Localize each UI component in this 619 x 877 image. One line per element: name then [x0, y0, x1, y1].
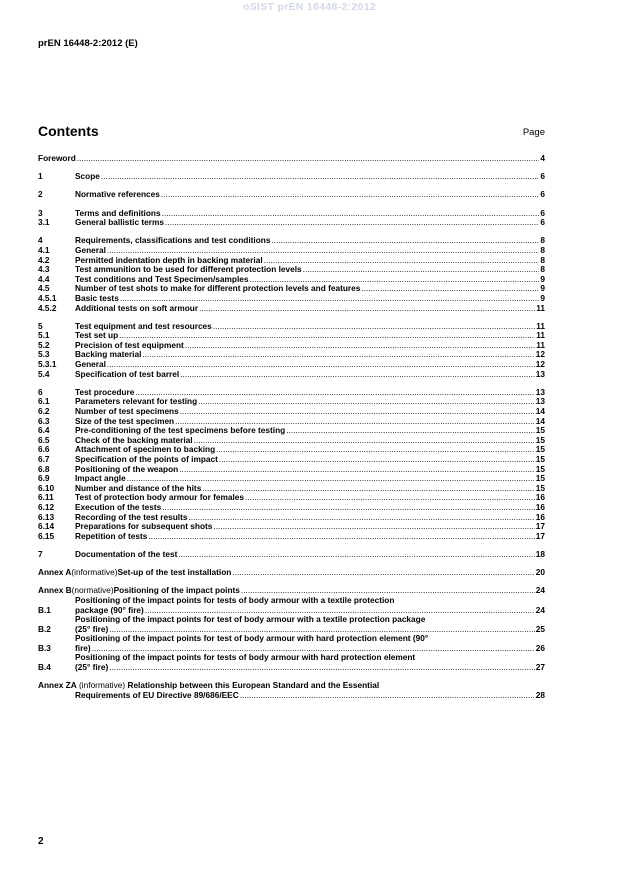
toc-entry-page: 9 — [540, 273, 545, 284]
toc-entry[interactable] — [38, 172, 545, 182]
toc-entry[interactable] — [38, 615, 545, 634]
toc-entry-number: B.4 — [38, 662, 51, 673]
toc-entry-page: 15 — [535, 434, 545, 445]
toc-entry-page: 15 — [535, 444, 545, 455]
toc-entry-title-line: Relationship between this European Standard and the Essential — [127, 680, 380, 691]
watermark: oSIST prEN 16448-2:2012 — [243, 1, 376, 13]
dot-leader — [216, 445, 535, 455]
toc-entry-page: 17 — [535, 530, 545, 541]
toc-entry[interactable] — [38, 304, 545, 314]
dot-leader — [180, 407, 535, 417]
toc-entry-title: Permitted indentation depth in backing material — [75, 254, 263, 265]
toc-entry-number: 4.5.1 — [38, 292, 57, 303]
toc-entry-title: Normative references — [75, 189, 160, 200]
dot-leader — [240, 691, 535, 701]
toc-entry-number: 5.1 — [38, 330, 50, 341]
toc-entry-title: Positioning of the weapon — [75, 463, 179, 474]
toc-entry-number: 6.2 — [38, 406, 50, 417]
toc-entry-page: 28 — [535, 689, 545, 700]
toc-entry-page: 15 — [535, 463, 545, 474]
dot-leader — [77, 154, 540, 164]
toc-entry-page: 8 — [540, 254, 545, 265]
dot-leader — [148, 532, 534, 542]
toc-entry-number: B.3 — [38, 642, 51, 653]
toc-entry-title-line: Positioning of the impact points for tests of body armour with hard protection element — [75, 652, 416, 663]
toc-entry-title: (25° fire) — [75, 662, 109, 673]
toc-entry-number: 6.15 — [38, 530, 55, 541]
toc-entry[interactable] — [38, 681, 545, 700]
toc-entry-title: Foreword — [38, 153, 76, 163]
toc-entry-page: 18 — [535, 548, 545, 559]
toc-entry-title: Scope — [75, 171, 100, 182]
toc-entry-title: General ballistic terms — [75, 217, 165, 228]
dot-leader — [202, 484, 534, 494]
toc-entry-number: 6.13 — [38, 511, 55, 522]
toc-entry-number: 7 — [38, 548, 43, 559]
dot-leader — [142, 350, 534, 360]
toc-entry-title: Pre-conditioning of the test specimens before testing — [75, 425, 286, 436]
toc-entry-page: 9 — [540, 283, 545, 294]
toc-entry-title: Impact angle — [75, 473, 126, 484]
toc-entry-number: 6.4 — [38, 425, 50, 436]
toc-entry-number: 6.11 — [38, 492, 54, 503]
toc-entry-number: 6.14 — [38, 521, 55, 532]
toc-entry-title: Terms and definitions — [75, 207, 161, 218]
toc-entry-title: Number of test shots to make for different protection levels and features — [75, 283, 361, 294]
toc-entry-title: Check of the backing material — [75, 434, 193, 445]
toc-entry-title: Test conditions and Test Specimen/samples — [75, 273, 249, 284]
toc-entry-title: Parameters relevant for testing — [75, 396, 198, 407]
toc-entry-title: Number of test specimens — [75, 406, 179, 417]
toc-entry-page: 15 — [535, 454, 545, 464]
dot-leader — [232, 568, 534, 578]
toc-entry-number: 6.6 — [38, 444, 50, 455]
toc-entry-page: 11 — [536, 339, 545, 350]
toc-entry-number: B.1 — [38, 604, 51, 615]
toc-entry[interactable] — [38, 236, 545, 246]
toc-entry-title: Attachment of specimen to backing — [75, 444, 216, 455]
toc-entry-number: 4.2 — [38, 254, 50, 265]
toc-entry-page: 6 — [540, 171, 545, 182]
annex-type: (informative) — [76, 680, 128, 691]
toc-entry-page: 20 — [535, 567, 545, 578]
toc-entry-page: 8 — [540, 244, 545, 255]
dot-leader — [245, 493, 535, 503]
dot-leader — [199, 304, 535, 314]
dot-leader — [165, 218, 539, 228]
toc-entry[interactable] — [38, 532, 545, 542]
toc-entry-title: Execution of the tests — [75, 501, 162, 512]
toc-entry-title: Test of protection body armour for females — [75, 492, 245, 503]
toc-entry-page: 16 — [535, 492, 545, 503]
toc-entry-title: package (90° fire) — [75, 604, 144, 615]
dot-leader — [162, 503, 535, 513]
dot-leader — [264, 256, 540, 266]
dot-leader — [162, 209, 540, 219]
toc-entry-title: Test equipment and test resources — [75, 320, 212, 331]
page-column-label: Page — [522, 127, 545, 138]
dot-leader — [194, 436, 535, 446]
toc-entry-title: Precision of test equipment — [75, 339, 184, 350]
toc-entry-number: 6.1 — [38, 396, 50, 407]
dot-leader — [180, 370, 535, 380]
toc-entry-page: 15 — [535, 473, 545, 484]
annex-label: Annex A — [38, 567, 72, 578]
toc-entry[interactable] — [38, 596, 545, 615]
toc-entry[interactable] — [38, 550, 545, 560]
toc-entry-page: 13 — [535, 396, 545, 407]
toc-entry-title: Test procedure — [75, 386, 135, 397]
toc-entry-page: 11 — [536, 302, 545, 313]
toc-entry-page: 6 — [540, 189, 545, 200]
toc-entry-page: 24 — [535, 585, 545, 596]
toc-entry[interactable] — [38, 190, 545, 200]
toc-entry-number: 4.1 — [38, 244, 50, 255]
toc-entry-number: 6 — [38, 386, 43, 397]
toc-entry-number: 5.3.1 — [38, 359, 57, 370]
toc-entry-number: 4.4 — [38, 273, 50, 284]
toc-entry-page: 15 — [535, 482, 545, 493]
dot-leader — [178, 550, 534, 560]
toc-entry-title: Size of the test specimen — [75, 415, 175, 426]
toc-entry-title: Set-up of the test installation — [117, 567, 232, 578]
toc-entry-number: 4.5.2 — [38, 302, 57, 313]
toc-entry-title-line: Positioning of the impact points for tests of body armour with a textile protection — [75, 594, 395, 605]
toc-entry-number: 2 — [38, 189, 43, 200]
toc-entry-number: 4.3 — [38, 264, 50, 275]
dot-leader — [198, 397, 535, 407]
toc-entry-title: Requirements, classifications and test conditions — [75, 235, 271, 246]
annex-type: (normative) — [71, 585, 114, 596]
toc-entry-page: 12 — [535, 349, 545, 360]
toc-entry-title: Test ammunition to be used for different protection levels — [75, 264, 302, 275]
dot-leader — [286, 426, 535, 436]
toc-entry-title: Requirements of EU Directive 89/686/EEC — [75, 689, 239, 700]
dot-leader — [213, 522, 534, 532]
contents-title: Contents — [38, 123, 99, 139]
dot-leader — [161, 190, 540, 200]
toc-entry-title: Preparations for subsequent shots — [75, 521, 213, 532]
toc-entry-number: 5.4 — [38, 368, 50, 379]
dot-leader — [213, 322, 535, 332]
toc-entry-number: 3 — [38, 207, 43, 218]
toc-entry[interactable] — [38, 568, 545, 578]
document-id: prEN 16448-2:2012 (E) — [38, 38, 138, 49]
toc-entry[interactable] — [38, 370, 545, 380]
table-of-contents — [38, 154, 545, 700]
toc-entry-page: 26 — [535, 642, 545, 653]
toc-entry-number: 6.12 — [38, 501, 55, 512]
toc-entry-title: (25° fire) — [75, 623, 109, 634]
toc-entry-number: 5.2 — [38, 339, 50, 350]
toc-entry-title: Backing material — [75, 349, 142, 360]
toc-entry-page: 9 — [540, 292, 545, 303]
toc-entry-page: 11 — [536, 330, 545, 341]
dot-leader — [361, 284, 539, 294]
toc-entry-number: 3.1 — [38, 217, 50, 228]
toc-entry-page: 4 — [540, 153, 545, 163]
toc-entry[interactable] — [38, 350, 545, 360]
toc-entry-number: 4.5 — [38, 283, 50, 294]
toc-entry-title: Number and distance of the hits — [75, 482, 202, 493]
annex-type: (informative) — [71, 567, 118, 578]
toc-entry-number: 6.10 — [38, 482, 55, 493]
annex-label: Annex B — [38, 585, 72, 596]
toc-entry-number: 6.3 — [38, 415, 50, 426]
page-number: 2 — [38, 836, 44, 847]
toc-entry-page: 11 — [536, 320, 545, 331]
toc-entry-page: 16 — [535, 511, 545, 522]
toc-entry-title: Specification of test barrel — [75, 368, 180, 379]
toc-entry-number: 6.5 — [38, 434, 50, 445]
toc-entry-number: 6.8 — [38, 463, 50, 474]
toc-entry-number: 5.3 — [38, 349, 50, 360]
toc-entry-title: Recording of the test results — [75, 511, 188, 522]
toc-entry-title: Repetition of tests — [75, 530, 148, 541]
toc-entry[interactable] — [38, 634, 545, 653]
dot-leader — [185, 341, 535, 351]
toc-entry-page: 8 — [540, 235, 545, 246]
toc-entry-page: 8 — [540, 264, 545, 275]
toc-entry-page: 17 — [535, 521, 545, 532]
dot-leader — [271, 236, 539, 246]
toc-entry-page: 6 — [540, 207, 545, 218]
toc-entry-page: 6 — [540, 217, 545, 228]
dot-leader — [303, 265, 540, 275]
toc-entry-title: Positioning of the impact points — [113, 585, 240, 596]
dot-leader — [219, 455, 535, 465]
toc-entry-title: Basic tests — [75, 292, 119, 303]
toc-entry-number: 1 — [38, 171, 43, 182]
toc-entry-title: Specification of the points of impact — [75, 454, 218, 464]
toc-entry-page: 12 — [535, 359, 545, 370]
toc-entry-page: 13 — [535, 386, 545, 397]
toc-entry-title: General — [75, 359, 106, 370]
toc-entry-page: 15 — [535, 425, 545, 436]
toc-entry[interactable] — [38, 653, 545, 672]
dot-leader — [109, 663, 534, 673]
dot-leader — [101, 172, 539, 182]
toc-entry-page: 25 — [535, 623, 545, 634]
toc-entry-title: Test set up — [75, 330, 119, 341]
toc-entry-page: 24 — [535, 604, 545, 615]
toc-entry-number: 6.9 — [38, 473, 50, 484]
toc-entry-title: Additional tests on soft armour — [75, 302, 199, 313]
toc-entry-number: 6.7 — [38, 454, 50, 464]
dot-leader — [179, 465, 535, 475]
toc-entry-page: 27 — [535, 662, 545, 673]
toc-entry-number: 4 — [38, 235, 43, 246]
toc-entry-page: 14 — [535, 415, 545, 426]
toc-entry-title-line: Positioning of the impact points for test of body armour with hard protection element (90° — [75, 633, 429, 644]
annex-label: Annex ZA — [38, 680, 77, 691]
toc-entry[interactable] — [38, 154, 545, 164]
toc-entry-page: 16 — [535, 501, 545, 512]
toc-entry-title: Documentation of the test — [75, 548, 178, 559]
toc-entry[interactable] — [38, 218, 545, 228]
toc-entry-title: fire) — [75, 642, 91, 653]
dot-leader — [189, 513, 535, 523]
toc-entry-number: B.2 — [38, 623, 51, 634]
toc-entry-page: 14 — [535, 406, 545, 417]
toc-entry-number: 5 — [38, 320, 43, 331]
toc-entry-title: General — [75, 244, 106, 255]
toc-entry-page: 13 — [535, 368, 545, 379]
toc-entry-title-line: Positioning of the impact points for test of body armour with a textile protection package — [75, 614, 426, 625]
